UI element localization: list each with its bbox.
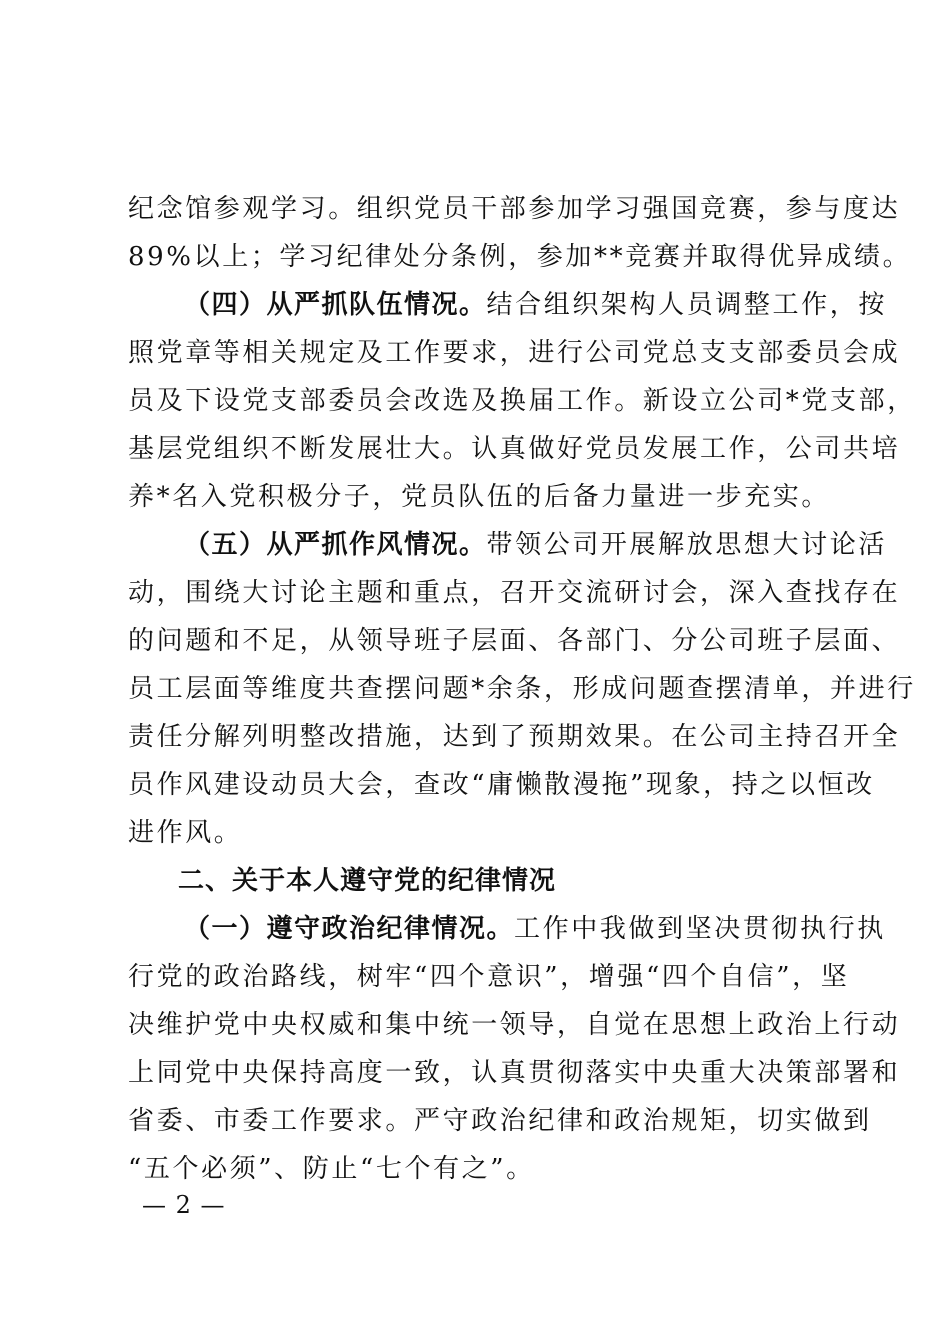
paragraph-line: 养*名入党积极分子，党员队伍的后备力量进一步充实。: [128, 482, 831, 512]
paragraph-line: 进作风。: [128, 818, 243, 848]
page-number: — 2 —: [142, 1191, 226, 1219]
paragraph-line: 省委、市委工作要求。严守政治纪律和政治规矩，切实做到: [128, 1106, 872, 1136]
section-2-1-first-line: [128, 905, 886, 953]
section-2-1-lead: （一）遵守政治纪律情况。: [184, 914, 515, 944]
section-4-first-rest: 结合组织架构人员调整工作，按: [486, 290, 887, 320]
section-4-lead: （四）从严抓队伍情况。: [184, 290, 487, 320]
section-2-1-first-rest: 工作中我做到坚决贯彻执行执: [514, 914, 886, 944]
paragraph-line: 纪念馆参观学习。组织党员干部参加学习强国竞赛，参与度达: [128, 194, 901, 224]
paragraph-line: 员工层面等维度共查摆问题*余条，形成问题查摆清单，并进行: [128, 674, 916, 704]
paragraph-line: “五个必须”、防止“七个有之”。: [128, 1154, 535, 1184]
section-heading: 二、关于本人遵守党的纪律情况: [178, 866, 557, 896]
paragraph-line: 动，围绕大讨论主题和重点，召开交流研讨会，深入查找存在: [128, 578, 901, 608]
section-4-first-line: [128, 281, 887, 329]
paragraph-line: 照党章等相关规定及工作要求，进行公司党总支支部委员会成: [128, 338, 901, 368]
paragraph-line: 员及下设党支部委员会改选及换届工作。新设立公司*党支部，: [128, 386, 916, 416]
paragraph-line: 员作风建设动员大会，查改“庸懒散漫拖”现象，持之以恒改: [128, 770, 875, 800]
section-5-first-line: [128, 521, 887, 569]
paragraph-line: 行党的政治路线，树牢“四个意识”，增强“四个自信”，坚: [128, 962, 850, 992]
section-5-lead: （五）从严抓作风情况。: [184, 530, 487, 560]
paragraph-line: 决维护党中央权威和集中统一领导，自觉在思想上政治上行动: [128, 1010, 901, 1040]
paragraph-line: 基层党组织不断发展壮大。认真做好党员发展工作，公司共培: [128, 434, 901, 464]
paragraph-line: 89%以上；学习纪律处分条例，参加**竞赛并取得优异成绩。: [128, 242, 912, 272]
paragraph-line: 的问题和不足，从领导班子层面、各部门、分公司班子层面、: [128, 626, 901, 656]
section-5-first-rest: 带领公司开展解放思想大讨论活: [486, 530, 887, 560]
paragraph-line: 责任分解列明整改措施，达到了预期效果。在公司主持召开全: [128, 722, 901, 752]
body-text: [128, 185, 916, 1193]
paragraph-line: 上同党中央保持高度一致，认真贯彻落实中央重大决策部署和: [128, 1058, 901, 1088]
